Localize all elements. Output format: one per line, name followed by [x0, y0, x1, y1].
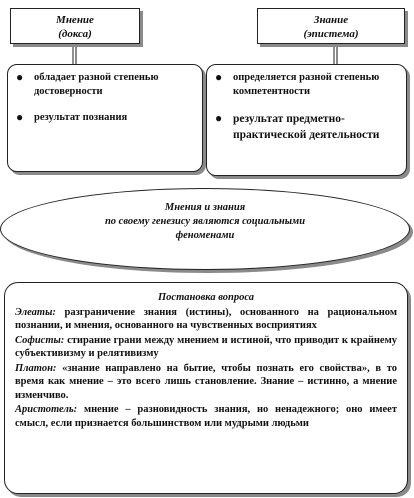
opinion-subtitle: (докса): [58, 28, 92, 40]
paragraph-eleats: Элеаты: разграничение знания (истины), основанного на рациональном познании, и мнения, основанного на чувственных восприятиях: [15, 306, 397, 331]
bullet-icon: ●: [215, 111, 223, 125]
paragraph-aristotle: Аристотель: мнение – разновидность знания, но ненадежного; оно имеет смысл, если признается большинством или мудрыми людьми: [15, 404, 397, 429]
knowledge-box: [257, 8, 405, 44]
opinion-title: Мнение: [56, 14, 94, 26]
bullet-icon: ●: [16, 70, 24, 84]
list-item: ● результат познания: [16, 110, 128, 124]
bullet-icon: ●: [16, 110, 24, 124]
genesis-ellipse: [0, 188, 410, 270]
knowledge-title: Знание: [313, 14, 349, 26]
bullet-icon: ●: [215, 70, 223, 84]
knowledge-subtitle: (эпистема): [303, 28, 359, 40]
ellipse-line-2: по своему генезису являются социальными: [104, 216, 306, 227]
list-item: ● определяется разной степенью компетентности: [215, 70, 380, 97]
ellipse-line-3: феноменами: [175, 230, 235, 241]
paragraph-plato: Платон: «знание направлено на бытие, чтобы познать его свойства», в то время как мнение – это всего лишь становление. Знание – истинно, а мнение изменчиво.: [15, 362, 397, 401]
opinion-box: [10, 8, 140, 44]
list-item: ● результат предметно-практической деятельности: [215, 111, 380, 141]
ellipse-line-1: Мнения и знания: [164, 202, 246, 213]
question-title: Постановка вопроса: [158, 292, 254, 303]
paragraph-sophists: Софисты: стирание грани между мнением и истиной, что приводит к крайнему субъективизму и релятивизму: [15, 334, 397, 359]
question-box: [4, 282, 408, 494]
knowledge-properties-list: [206, 64, 407, 176]
opinion-properties-list: [7, 64, 203, 172]
list-item: ● обладает разной степенью достоверности: [16, 70, 159, 97]
